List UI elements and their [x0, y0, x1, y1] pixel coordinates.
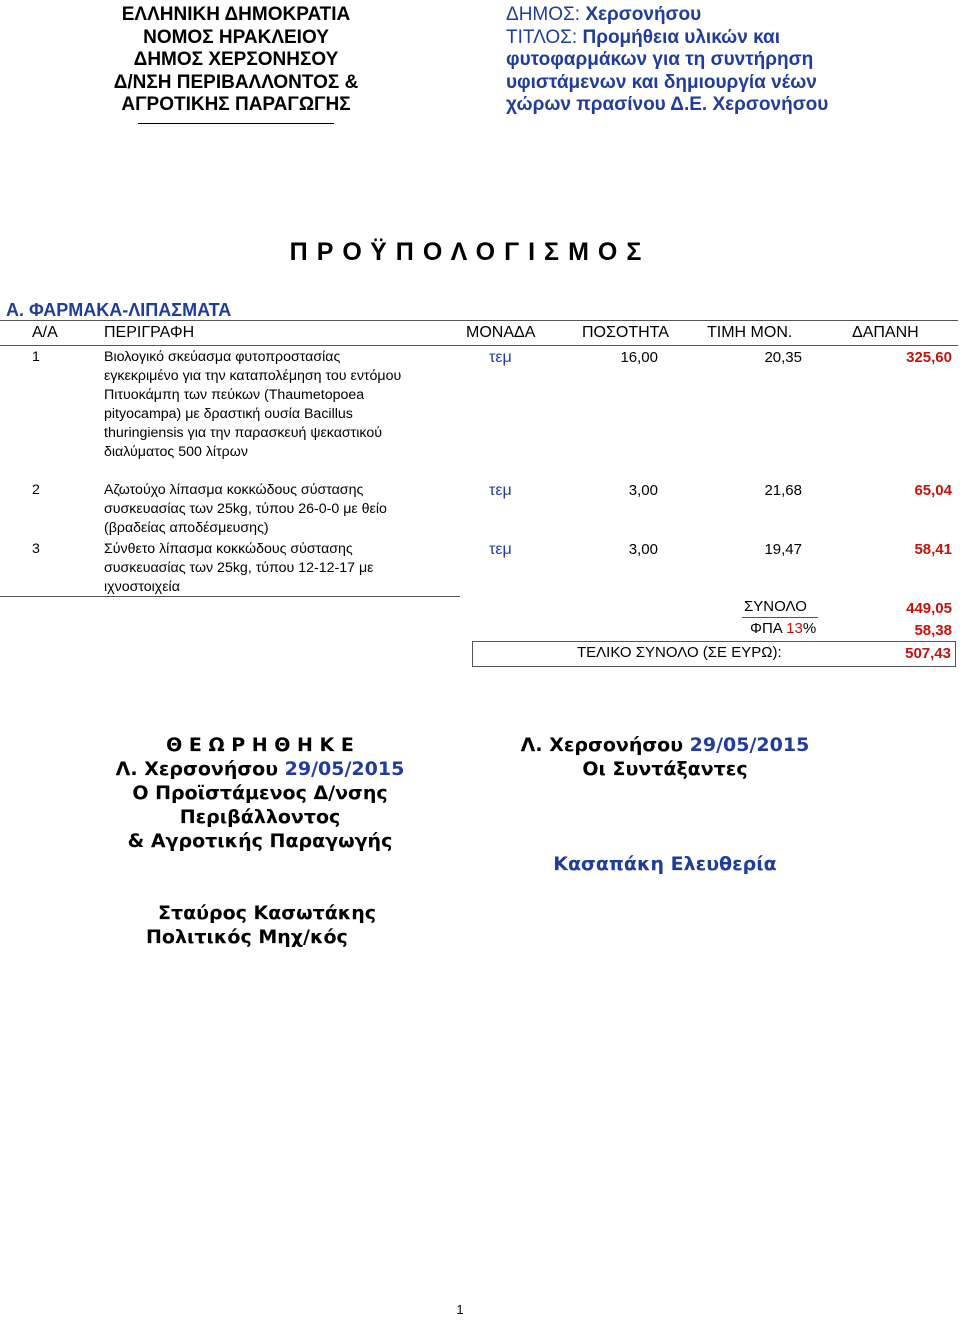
title-text-3: υφιστάμενων και δημιουργία νέων: [506, 71, 817, 93]
vat-percent: %: [802, 620, 817, 637]
row-unit-price: 20,35: [764, 349, 802, 366]
author-name: Κασαπάκη Ελευθερία: [553, 853, 777, 875]
row-quantity: 16,00: [620, 349, 658, 366]
title-line-1: [506, 27, 906, 50]
issuer-line-4: Δ/ΝΣΗ ΠΕΡΙΒΑΛΛΟΝΤΟΣ &: [113, 71, 359, 93]
row-description: Βιολογικό σκεύασμα φυτοπροστασίας εγκεκριμένο για την καταπολέμηση του εντόμου Πιτυοκάμπη των πεύκων (Thaumetopoea pityocampa) με δραστική ουσία Bacillus thuringiensis για την παρασκευή ψεκαστικού διαλύματος 500 λίτρων: [104, 349, 402, 460]
grand-total-label: ΤΕΛΙΚΟ ΣΥΝΟΛΟ (ΣΕ ΕΥΡΩ):: [577, 644, 782, 661]
signature-block-authors: [500, 733, 830, 781]
signature-rule: [138, 123, 334, 124]
vat-rate: 13: [786, 620, 803, 637]
table-header: [0, 320, 958, 346]
authors-place-date: [500, 733, 830, 757]
subtotal-label: ΣΥΝΟΛΟ: [744, 598, 807, 615]
col-header-aa: Α/Α: [32, 324, 58, 341]
title-label: ΤΙΤΛΟΣ:: [506, 26, 578, 48]
approval-place-date: [60, 757, 460, 781]
authors-date: 29/05/2015: [689, 734, 810, 756]
title-text-4: χώρων πρασίνου Δ.Ε. Χερσονήσου: [506, 94, 829, 115]
page-number: 1: [456, 1302, 464, 1317]
row-cost: 58,41: [914, 541, 952, 558]
section-title: Α. ΦΑΡΜΑΚΑ-ΛΙΠΑΣΜΑΤΑ: [6, 300, 232, 320]
issuer-line-5: ΑΓΡΟΤΙΚΗΣ ΠΑΡΑΓΩΓΗΣ: [121, 94, 351, 115]
approver-title: Πολιτικός Μηχ/κός: [146, 926, 348, 948]
col-header-unit: ΜΟΝΑΔΑ: [466, 324, 536, 341]
vat-label: ΦΠΑ: [750, 620, 782, 637]
col-header-cost: ΔΑΠΑΝΗ: [852, 324, 919, 341]
row-quantity: 3,00: [628, 541, 658, 558]
municipality-label: ΔΗΜΟΣ:: [506, 4, 581, 25]
title-text-2: φυτοφαρμάκων για τη συντήρηση: [506, 49, 814, 70]
signature-block-approver: [60, 733, 460, 853]
row-cost: 65,04: [914, 482, 952, 499]
approval-place: Λ. Χερσονήσου: [115, 758, 279, 780]
row-unit: τεμ: [489, 349, 512, 366]
approver-role-1: Ο Προϊστάμενος Δ/νσης Περιβάλλοντος: [132, 782, 388, 828]
col-header-description: ΠΕΡΙΓΡΑΦΗ: [104, 324, 195, 341]
issuer-line-1: ΕΛΛΗΝΙΚΗ ΔΗΜΟΚΡΑΤΙΑ: [121, 4, 351, 25]
row-unit: τεμ: [489, 482, 512, 499]
authors-place: Λ. Χερσονήσου: [520, 734, 684, 756]
issuer-line-3: ΔΗΜΟΣ ΧΕΡΣΟΝΗΣΟΥ: [133, 49, 339, 70]
issuer-header: [96, 4, 376, 124]
row-description: Αζωτούχο λίπασμα κοκκώδους σύστασης συσκευασίας των 25kg, τύπου 26-0-0 με θείο (βραδείας αποδέσμευσης): [104, 482, 387, 536]
municipality-value: Χερσονήσου: [585, 4, 702, 25]
row-unit-price: 21,68: [764, 482, 802, 499]
col-header-quantity: ΠΟΣΟΤΗΤΑ: [582, 324, 669, 341]
approval-date: 29/05/2015: [284, 758, 405, 780]
row-description: Σύνθετο λίπασμα κοκκώδους σύστασης συσκευασίας των 25kg, τύπου 12-12-17 με ιχνοστοιχεία: [104, 541, 374, 595]
vat-line: [750, 620, 816, 637]
col-header-unit-price: ΤΙΜΗ ΜΟΝ.: [707, 324, 793, 341]
row-number: 1: [32, 349, 40, 365]
row-quantity: 3,00: [628, 482, 658, 499]
row-unit: τεμ: [489, 541, 512, 558]
project-header: [506, 4, 906, 117]
row-cost: 325,60: [906, 349, 952, 366]
grand-total-value: 507,43: [905, 645, 951, 662]
row-number: 3: [32, 541, 40, 557]
row-number: 2: [32, 482, 40, 498]
municipality-line: [506, 4, 906, 27]
issuer-line-2: ΝΟΜΟΣ ΗΡΑΚΛΕΙΟΥ: [143, 26, 329, 48]
table-bottom-rule: [0, 596, 460, 597]
document-title: ΠΡΟΫΠΟΛΟΓΙΣΜΟΣ: [289, 238, 651, 266]
authors-role: Οι Συντάξαντες: [582, 758, 748, 780]
grand-total-box: [472, 641, 956, 667]
approver-role-2: & Αγροτικής Παραγωγής: [127, 830, 393, 852]
row-unit-price: 19,47: [764, 541, 802, 558]
vat-value: 58,38: [914, 622, 952, 639]
approval-heading: Θ Ε Ω Ρ Η Θ Η Κ Ε: [166, 734, 354, 756]
subtotal-value: 449,05: [906, 600, 952, 617]
subtotal-rule: [742, 617, 818, 618]
title-text-1: Προμήθεια υλικών και: [582, 26, 780, 48]
approver-name: Σταύρος Κασωτάκης: [158, 902, 377, 924]
